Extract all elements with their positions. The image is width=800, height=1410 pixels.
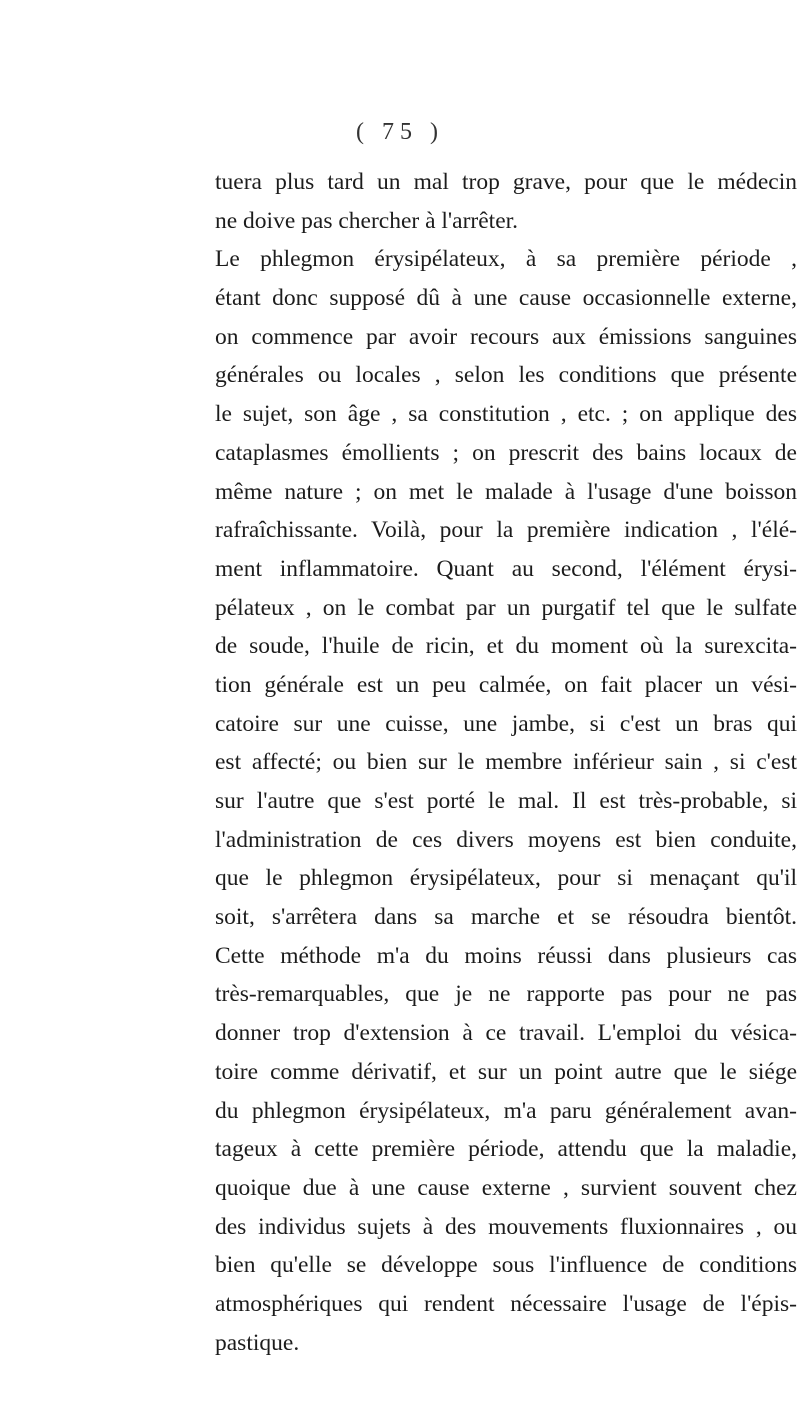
text-line: Le phlegmon érysipélateux, à sa première période , — [215, 246, 797, 273]
text-line: rafraîchissante. Voilà, pour la première indication , l'élé- — [215, 517, 797, 544]
text-line: des individus sujets à des mouvements fluxionnaires , ou — [215, 1213, 797, 1240]
text-line: on commence par avoir recours aux émissions sanguines — [215, 323, 797, 350]
text-line: quoique due à une cause externe , survient souvent chez — [215, 1174, 797, 1201]
text-line: toire comme dérivatif, et sur un point autre que le siége — [215, 1058, 797, 1085]
text-line: tion générale est un peu calmée, on fait placer un vési- — [215, 671, 797, 698]
text-line: que le phlegmon érysipélateux, pour si menaçant qu'il — [215, 865, 797, 892]
text-line: très-remarquables, que je ne rapporte pas pour ne pas — [215, 981, 797, 1008]
text-line: pélateux , on le combat par un purgatif tel que le sulfate — [215, 594, 797, 621]
text-line: Cette méthode m'a du moins réussi dans plusieurs cas — [215, 942, 797, 969]
text-line: soit, s'arrêtera dans sa marche et se résoudra bientôt. — [215, 904, 797, 931]
text-line: est affecté; ou bien sur le membre inférieur sain , si c'est — [215, 749, 797, 776]
text-line: de soude, l'huile de ricin, et du moment où la surexcita- — [215, 633, 797, 660]
text-line: ment inflammatoire. Quant au second, l'élément érysi- — [215, 555, 797, 582]
text-line: catoire sur une cuisse, une jambe, si c'est un bras qui — [215, 710, 797, 737]
text-line: cataplasmes émollients ; on prescrit des bains locaux de — [215, 439, 797, 466]
text-line: tuera plus tard un mal trop grave, pour que le médecin — [215, 169, 797, 195]
page-number: ( 75 ) — [356, 119, 444, 145]
text-line: même nature ; on met le malade à l'usage d'une boisson — [215, 478, 797, 505]
text-line: étant donc supposé dû à une cause occasionnelle externe, — [215, 285, 797, 312]
body-text — [215, 163, 797, 1362]
text-line: l'administration de ces divers moyens est bien conduite, — [215, 826, 797, 853]
text-line: générales ou locales , selon les conditions que présente — [215, 362, 797, 389]
text-line: du phlegmon érysipélateux, m'a paru généralement avan- — [215, 1097, 797, 1124]
text-line: le sujet, son âge , sa constitution , etc. ; on applique des — [215, 401, 797, 428]
text-line: sur l'autre que s'est porté le mal. Il est très-probable, si — [215, 788, 797, 814]
text-line: ne doive pas chercher à l'arrêter. — [215, 207, 519, 234]
text-line: atmosphériques qui rendent nécessaire l'usage de l'épis- — [215, 1290, 797, 1317]
text-line: bien qu'elle se développe sous l'influence de conditions — [215, 1252, 797, 1279]
text-line: tageux à cette première période, attendu que la maladie, — [215, 1136, 797, 1163]
text-line: pastique. — [215, 1329, 300, 1356]
text-line: donner trop d'extension à ce travail. L'emploi du vésica- — [215, 1020, 797, 1047]
